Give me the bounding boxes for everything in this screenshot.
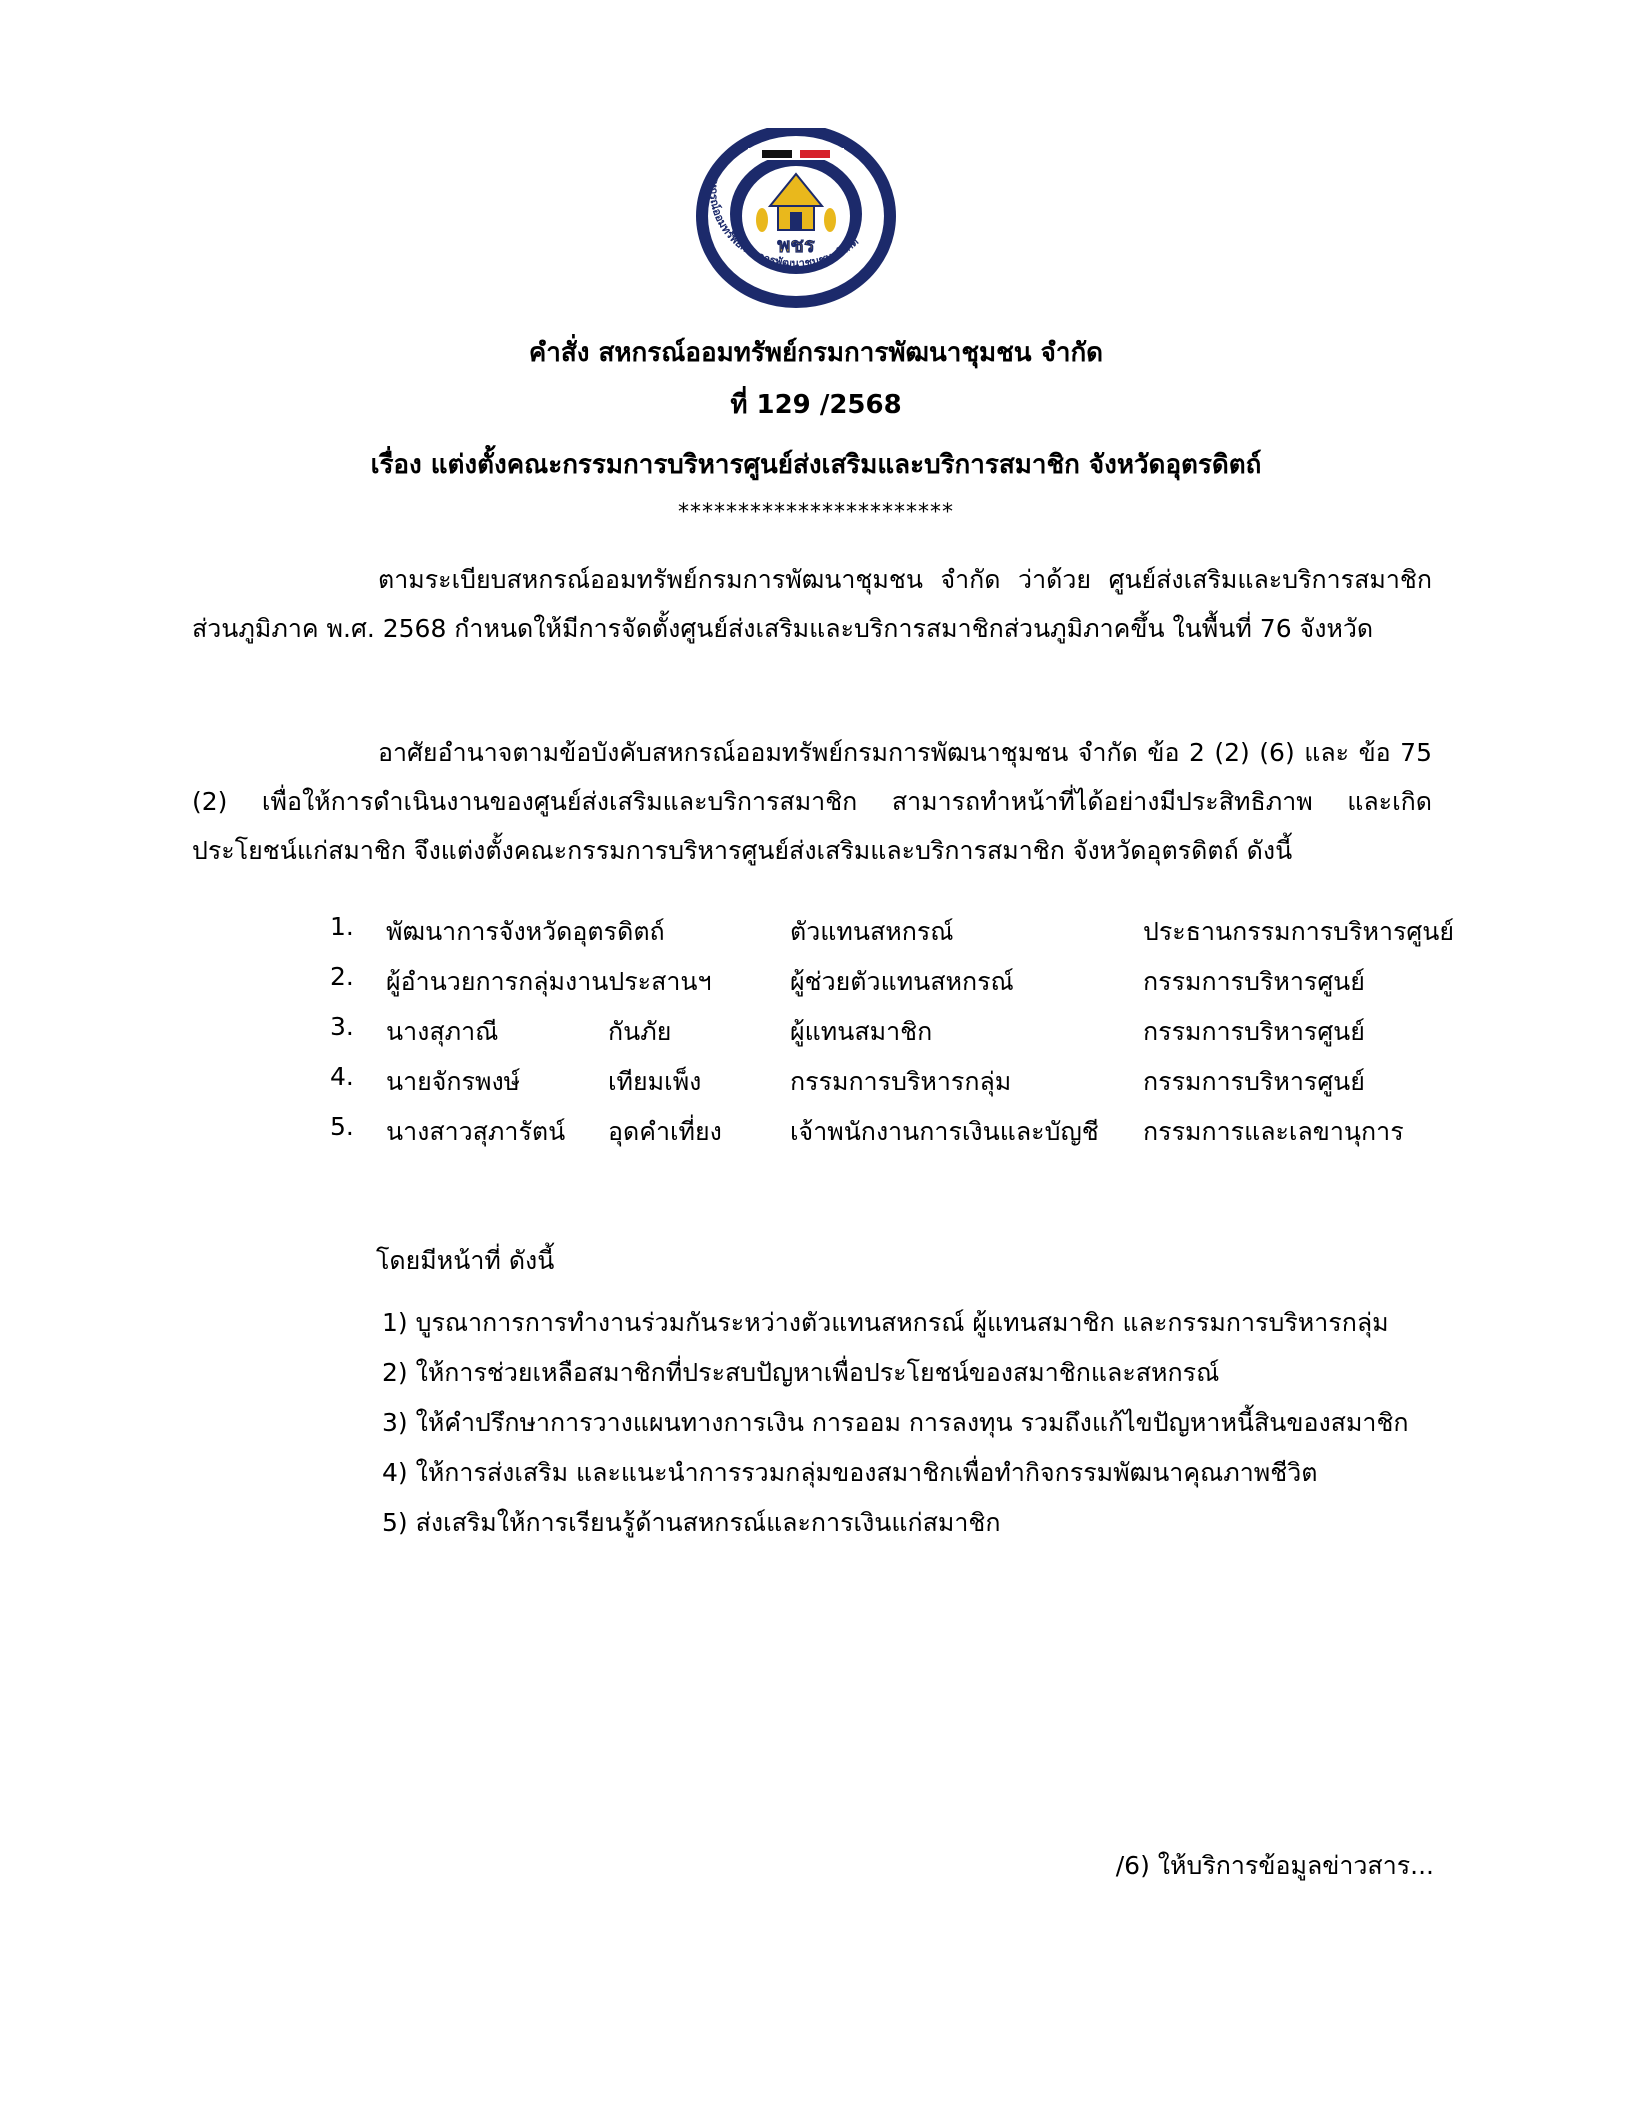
committee-list — [0, 912, 1632, 1162]
member-position: กรรมการบริหารศูนย์ — [1143, 967, 1365, 996]
duty-item: 4) ให้การส่งเสริม และแนะนำการรวมกลุ่มของสมาชิกเพื่อทำกิจกรรมพัฒนาคุณภาพชีวิต — [382, 1458, 1318, 1487]
member-name: นายจักรพงษ์ — [386, 1067, 521, 1096]
committee-member — [0, 912, 1632, 962]
logo-flame-right — [824, 208, 836, 232]
committee-member — [0, 1112, 1632, 1162]
paragraph-regulation — [192, 555, 1432, 653]
duty-item: 5) ส่งเสริมให้การเรียนรู้ด้านสหกรณ์และการเงินแก่สมาชิก — [382, 1508, 1001, 1537]
member-role: ผู้ช่วยตัวแทนสหกรณ์ — [790, 967, 1014, 996]
separator-stars: *********************** — [678, 500, 954, 525]
member-position: กรรมการและเลขานุการ — [1143, 1117, 1404, 1146]
member-role: เจ้าพนักงานการเงินและบัญชี — [790, 1117, 1099, 1146]
member-name: นางสุภาณี — [386, 1017, 499, 1046]
order-number: ที่ 129 /2568 — [730, 390, 902, 420]
member-number: 2. — [330, 962, 354, 991]
member-role: ผู้แทนสมาชิก — [790, 1017, 933, 1046]
order-subject: เรื่อง แต่งตั้งคณะกรรมการบริหารศูนย์ส่งเสริมและบริการสมาชิก จังหวัดอุตรดิตถ์ — [370, 450, 1262, 480]
member-number: 1. — [330, 912, 354, 941]
member-number: 5. — [330, 1112, 354, 1141]
member-name: ผู้อำนวยการกลุ่มงานประสานฯ — [386, 967, 712, 996]
paragraph-authority — [192, 728, 1432, 875]
member-number: 4. — [330, 1062, 354, 1091]
logo-stripe-red — [800, 150, 830, 158]
member-number: 3. — [330, 1012, 354, 1041]
member-position: ประธานกรรมการบริหารศูนย์ — [1143, 917, 1455, 946]
member-role: กรรมการบริหารกลุ่ม — [790, 1067, 1012, 1096]
logo-house-door — [790, 212, 802, 230]
duty-item: 1) บูรณาการการทำงานร่วมกันระหว่างตัวแทนสหกรณ์ ผู้แทนสมาชิก และกรรมการบริหารกลุ่ม — [382, 1308, 1389, 1337]
member-surname: เทียมเพ็ง — [608, 1067, 702, 1096]
committee-member — [0, 1062, 1632, 1112]
member-role: ตัวแทนสหกรณ์ — [790, 917, 954, 946]
paragraph-text: อาศัยอำนาจตามข้อบังคับสหกรณ์ออมทรัพย์กรมการพัฒนาชุมชน จำกัด ข้อ 2 (2) (6) และ ข้อ 75 (2) เพื่อให้การดำเนินงานของศูนย์ส่งเสริมและบริการสมาชิก สามารถทำหน้าที่ได้อย่างมีประสิทธิภาพ และเกิดประโยชน์แก่สมาชิก จึงแต่งตั้งคณะกรรมการบริหารศูนย์ส่งเสริมและบริการสมาชิก จังหวัดอุตรดิตถ์ ดังนี้ — [192, 738, 1432, 865]
member-position: กรรมการบริหารศูนย์ — [1143, 1017, 1365, 1046]
continued-marker: /6) ให้บริการข้อมูลข่าวสาร... — [1115, 1851, 1434, 1880]
member-surname: กันภัย — [608, 1017, 672, 1046]
member-name: พัฒนาการจังหวัดอุตรดิตถ์ — [386, 917, 665, 946]
logo-flame-left — [756, 208, 768, 232]
logo-stripe-black — [762, 150, 792, 158]
cooperative-logo — [676, 128, 916, 318]
logo-ring-text: สหกรณ์ออมทรัพย์กรมการพัฒนาชุมชน จำกัด — [706, 172, 862, 270]
duty-item: 3) ให้คำปรึกษาการวางแผนทางการเงิน การออม การลงทุน รวมถึงแก้ไขปัญหาหนี้สินของสมาชิก — [382, 1408, 1409, 1437]
logo-emblem-letters: พชร — [777, 233, 815, 257]
duties-section — [376, 1236, 1409, 1548]
order-title: คำสั่ง สหกรณ์ออมทรัพย์กรมการพัฒนาชุมชน จำกัด — [528, 338, 1104, 368]
member-surname: อุดคำเที่ยง — [608, 1117, 722, 1146]
committee-member — [0, 1012, 1632, 1062]
duty-item: 2) ให้การช่วยเหลือสมาชิกที่ประสบปัญหาเพื่อประโยชน์ของสมาชิกและสหกรณ์ — [382, 1358, 1220, 1387]
committee-member — [0, 962, 1632, 1012]
paragraph-text: ตามระเบียบสหกรณ์ออมทรัพย์กรมการพัฒนาชุมชน จำกัด ว่าด้วย ศูนย์ส่งเสริมและบริการสมาชิกส่วนภูมิภาค พ.ศ. 2568 กำหนดให้มีการจัดตั้งศูนย์ส่งเสริมและบริการสมาชิกส่วนภูมิภาคขึ้น ในพื้นที่ 76 จังหวัด — [192, 565, 1432, 643]
duties-heading: โดยมีหน้าที่ ดังนี้ — [376, 1246, 555, 1275]
member-position: กรรมการบริหารศูนย์ — [1143, 1067, 1365, 1096]
member-name: นางสาวสุภารัตน์ — [386, 1117, 566, 1146]
